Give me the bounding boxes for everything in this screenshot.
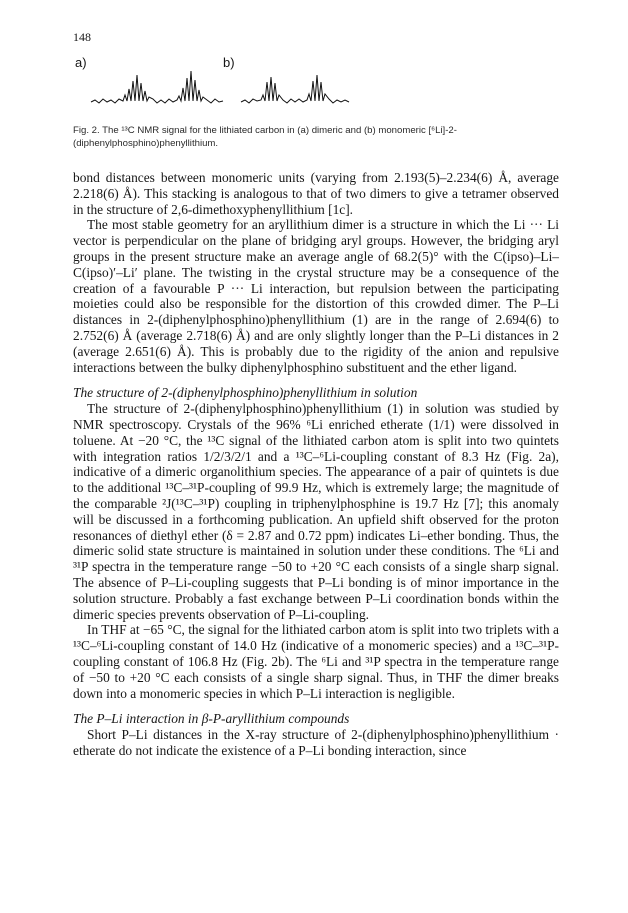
section-heading: The structure of 2-(diphenylphosphino)phenyllithium in solution (73, 385, 418, 401)
article-body (73, 170, 559, 759)
nmr-spectra-figure (73, 55, 553, 125)
paragraph: The most stable geometry for an aryllithium dimer is a structure in which the Li ··· Li vector is perpendicular on the plane of bridging aryl groups. However, the bridging aryl groups in the present structure make an average angle of 68.2(5)° with the C(ipso)–Li–C(ipso)′–Li′ plane. The twisting in the crystal structure may be a consequence of the creation of a favourable P ··· Li interaction, but repulsion between the participating moieties could also be responsible for the distortion of this crowded dimer. The P–Li distances in 2-(diphenylphosphino)phenyllithium (1) are in the range of 2.694(6) to 2.752(6) Å (average 2.718(6) Å) and are only slightly longer than the P–Li distances in 2 (average 2.651(6) Å). This is probably due to the rigidity of the anion and repulsive interactions between the bulky diphenylphosphino substituent and the ether ligand. (73, 217, 559, 375)
paragraph: bond distances between monomeric units (varying from 2.193(5)–2.234(6) Å, average 2.218(6) Å). This stacking is analogous to that of two dimers to give a tetramer observed in the structure of 2,6-dimethoxyphenyllithium [1c]. (73, 170, 559, 217)
paragraph: The structure of 2-(diphenylphosphino)phenyllithium (1) in solution was studied by NMR spectroscopy. Crystals of the 96% ⁶Li enriched etherate (1/1) were dissolved in toluene. At −20 °C, the ¹³C signal of the lithiated carbon atom is split into two quintets with integration ratios 1/2/3/2/1 and a ¹³C–⁶Li-coupling constant of 8.3 Hz (Fig. 2a), indicative of a dimeric organolithium species. The appearance of a pair of quintets is due to the additional ¹³C–³¹P-coupling of 99.9 Hz, which is extremely large; the magnitude of the comparable ²J(¹³C–³¹P) coupling in triphenylphosphine is 19.7 Hz [7]; this anomaly will be discussed in a forthcoming publication. An upfield shift observed for the proton resonances of diethyl ether (δ = 2.87 and 0.72 ppm) indicates Li–ether bonding. Thus, the dimeric solid state structure is maintained in solution under these conditions. The ⁶Li and ³¹P spectra in the temperature range −50 to +20 °C each consists of a single sharp signal. The absence of P–Li-coupling suggests that P–Li bonding is of minor importance in the solution structure. Probably a fast exchange between P–Li coordination bonds within the dimeric species prevents observation of P–Li-coupling. (73, 401, 559, 622)
paragraph: In THF at −65 °C, the signal for the lithiated carbon atom is split into two triplets with a ¹³C–⁶Li-coupling constant of 14.0 Hz (indicative of a monomeric species) and a ¹³C–³¹P-coupling constant of 106.8 Hz (Fig. 2b). The ⁶Li and ³¹P spectra in the temperature range of −50 to +20 °C each consists of a single sharp signal. Thus, in THF the dimer breaks down into a monomeric species in which P–Li interaction is negligible. (73, 622, 559, 701)
section-heading: The P–Li interaction in β-P-aryllithium compounds (73, 711, 350, 727)
page-number: 148 (73, 30, 91, 44)
paragraph: Short P–Li distances in the X-ray structure of 2-(diphenylphosphino)phenyllithium · etherate do not indicate the existence of a P–Li bonding interaction, since (73, 727, 559, 758)
panel-a-label: a) (75, 55, 87, 70)
panel-b-label: b) (223, 55, 235, 70)
figure-caption: Fig. 2. The ¹³C NMR signal for the lithiated carbon in (a) dimeric and (b) monomeric [⁶Li]-2-(diphenylphosphino)phenyllithium. (73, 125, 457, 149)
nmr-spectra-svg (73, 55, 553, 125)
spectrum-b-trace (241, 75, 349, 103)
spectrum-a-trace (91, 71, 223, 103)
